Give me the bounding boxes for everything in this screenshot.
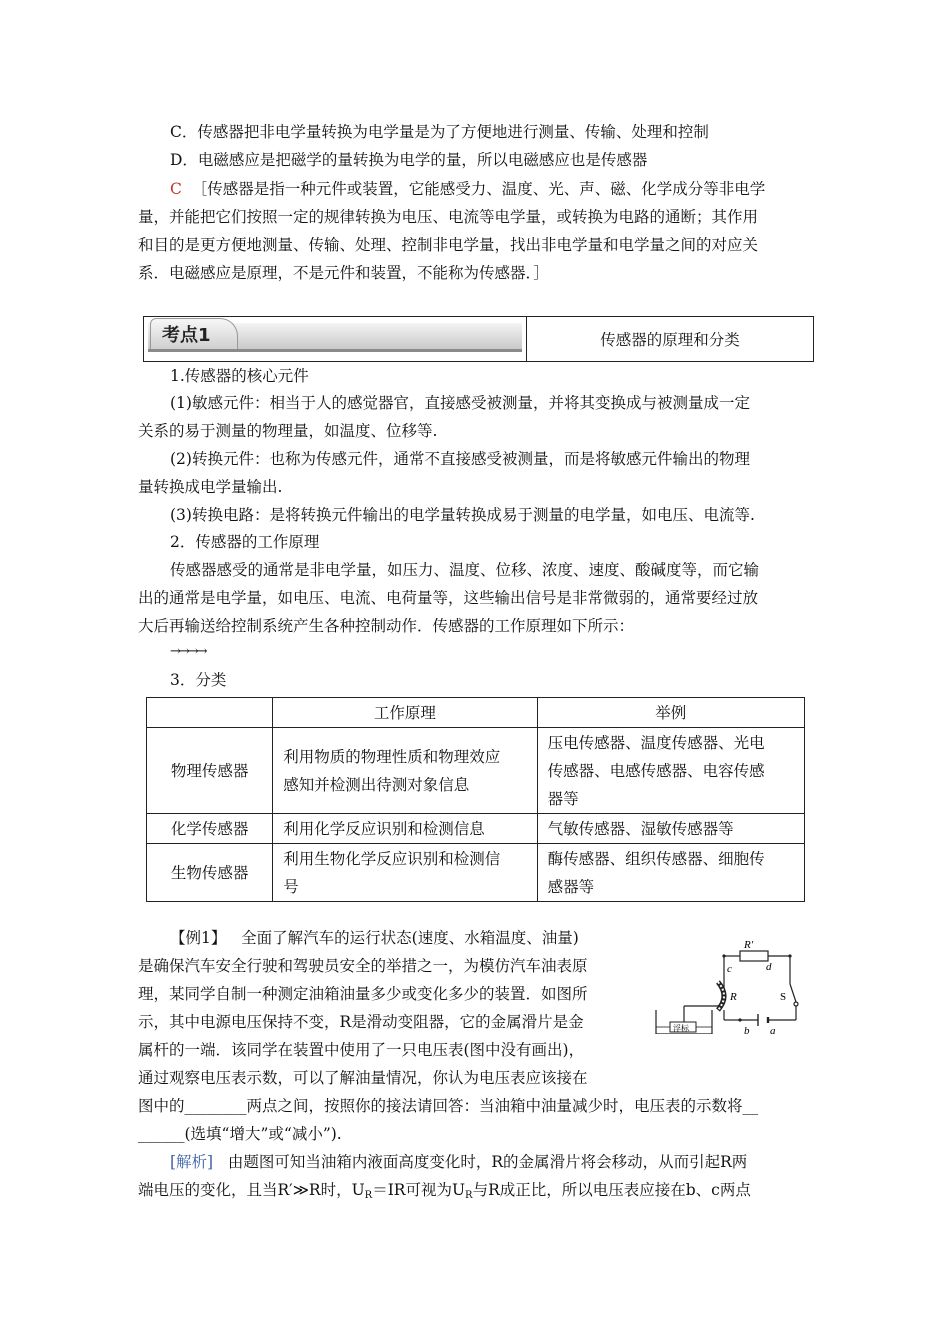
section1-line-2: 关系的易于测量的物理量，如温度、位移等.: [138, 422, 438, 440]
subscript-r: R: [465, 1190, 473, 1201]
kaodian-badge: 考点1: [162, 325, 211, 346]
answer-line-4: 系．电磁感应是原理，不是元件和装置，不能称为传感器．］: [138, 264, 549, 282]
option-d: D．电磁感应是把磁学的量转换为电学的量，所以电磁感应也是传感器: [170, 151, 648, 169]
flow-arrows: →→→→: [170, 644, 206, 659]
section1-line-4: 量转换成电学量输出.: [138, 478, 283, 496]
principle-line: 利用物质的物理性质和物理效应: [283, 747, 501, 766]
example-line-4: 示，其中电源电压保持不变，R是滑动变阻器，它的金属滑片是金: [138, 1013, 584, 1031]
principle-line: 感知并检测出待测对象信息: [283, 775, 470, 794]
option-c: C．传感器把非电学量转换为电学量是为了方便地进行测量、传输、处理和控制: [170, 123, 709, 141]
label-b: b: [744, 1025, 750, 1034]
table-cell-examples: 气敏传感器、湿敏传感器等: [537, 814, 804, 844]
node-dot: [722, 954, 725, 957]
table-cell-type: 化学传感器: [147, 814, 273, 844]
kaodian-box: [143, 316, 814, 362]
table-header-examples: 举例: [537, 698, 804, 728]
example-line: 感器等: [547, 877, 595, 896]
table-cell-principle: 利用化学反应识别和检测信息: [273, 814, 537, 844]
kaodian-badge-cell: [144, 317, 527, 361]
example-line-8: ______(选填“增大”或“减小”).: [138, 1125, 342, 1143]
table-cell-principle: [273, 844, 537, 902]
example-line: 酶传感器、组织传感器、细胞传: [547, 849, 765, 868]
example-line-7: 图中的________两点之间，按照你的接法请回答：当油箱中油量减少时，电压表的示数将__: [138, 1097, 759, 1115]
example-line-6: 通过观察电压表示数，可以了解油量情况，你认为电压表应该接在: [138, 1069, 588, 1087]
example-line: 器等: [547, 789, 579, 808]
table-header-empty: [147, 698, 273, 728]
label-c: c: [727, 963, 732, 975]
section1-heading: 1.传感器的核心元件: [170, 367, 309, 385]
section1-line-1: (1)敏感元件：相当于人的感觉器官，直接感受被测量，并将其变换成与被测量成一定: [170, 394, 750, 412]
label-a: a: [770, 1025, 776, 1034]
label-r: R: [730, 991, 737, 1003]
table-row: [147, 814, 805, 844]
analysis-line-2: [138, 1180, 751, 1206]
principle-line: 利用生物化学反应识别和检测信: [283, 849, 501, 868]
oil-gauge-circuit-diagram: [648, 938, 808, 1034]
section2-line-2: 出的通常是电学量，如电压、电流、电荷量等，这些输出信号是非常微弱的，通常要经过放: [138, 589, 759, 607]
kaodian-title: 传感器的原理和分类: [600, 331, 740, 349]
example-line-5: 属杆的一端．该同学在装置中使用了一只电压表(图中没有画出)，: [138, 1041, 585, 1059]
analysis-tag: [解析]: [170, 1153, 214, 1171]
label-r-prime: R′: [744, 939, 754, 951]
label-s: S: [780, 991, 787, 1003]
section2-line-1: 传感器感受的通常是非电学量，如压力、温度、位移、浓度、速度、酸碱度等，而它输: [170, 561, 760, 579]
answer-line-1: [170, 179, 765, 199]
answer-line-2: 量，并能把它们按照一定的规律转换为电压、电流等电学量，或转换为电路的通断；其作用: [138, 208, 759, 226]
analysis-line-1: [170, 1152, 747, 1172]
principle-line: 号: [283, 877, 299, 896]
table-header-principle: 工作原理: [273, 698, 537, 728]
section1-line-3: (2)转换元件：也称为传感元件，通常不直接感受被测量，而是将敏感元件输出的物理: [170, 450, 750, 468]
answer-text-1: ［传感器是指一种元件或装置，它能感受力、温度、光、声、磁、化学成分等非电学: [191, 180, 766, 198]
analysis-text-1: 由题图可知当油箱内液面高度变化时，R的金属滑片将会移动，从而引起R两: [227, 1153, 748, 1171]
example-tag: 【例1】: [170, 929, 227, 947]
node-dot: [738, 1018, 741, 1021]
label-float: 浮标: [673, 1024, 689, 1033]
example-text-1: 全面了解汽车的运行状态(速度、水箱温度、油量): [241, 929, 579, 947]
node-dot: [788, 954, 791, 957]
section1-line-5: (3)转换电路：是将转换元件输出的电学量转换成易于测量的电学量，如电压、电流等.: [170, 506, 755, 524]
analysis-text-2c: 与R成正比，所以电压表应接在b、c两点: [472, 1181, 751, 1199]
table-cell-type: 物理传感器: [147, 728, 273, 814]
table-row: [147, 728, 805, 814]
section3-heading: 3．分类: [170, 671, 227, 689]
classification-table: [146, 697, 805, 902]
table-cell-examples: [537, 844, 804, 902]
table-header-row: [147, 698, 805, 728]
example-line-3: 理，某同学自制一种测定油箱油量多少或变化多少的装置．如图所: [138, 985, 588, 1003]
subscript-r: R: [364, 1190, 373, 1201]
table-row: [147, 844, 805, 902]
section2-line-3: 大后再输送给控制系统产生各种控制动作．传感器的工作原理如下所示：: [138, 617, 635, 635]
label-d: d: [766, 961, 772, 973]
example-line: 传感器、电感传感器、电容传感: [547, 761, 765, 780]
table-cell-type: 生物传感器: [147, 844, 273, 902]
section2-heading: 2．传感器的工作原理: [170, 533, 320, 551]
table-cell-examples: [537, 728, 804, 814]
example-line-1: [170, 928, 579, 948]
answer-letter: C: [170, 180, 182, 198]
example-line: 压电传感器、温度传感器、光电: [547, 733, 765, 752]
example-line-2: 是确保汽车安全行驶和驾驶员安全的举措之一，为模仿汽车油表原: [138, 957, 588, 975]
table-cell-principle: [273, 728, 537, 814]
answer-line-3: 和目的是更方便地测量、传输、处理、控制非电学量，找出非电学量和电学量之间的对应关: [138, 236, 759, 254]
analysis-text-2b: ＝IR可视为U: [372, 1181, 466, 1199]
analysis-text-2a: 端电压的变化，且当R′≫R时，U: [138, 1181, 365, 1199]
